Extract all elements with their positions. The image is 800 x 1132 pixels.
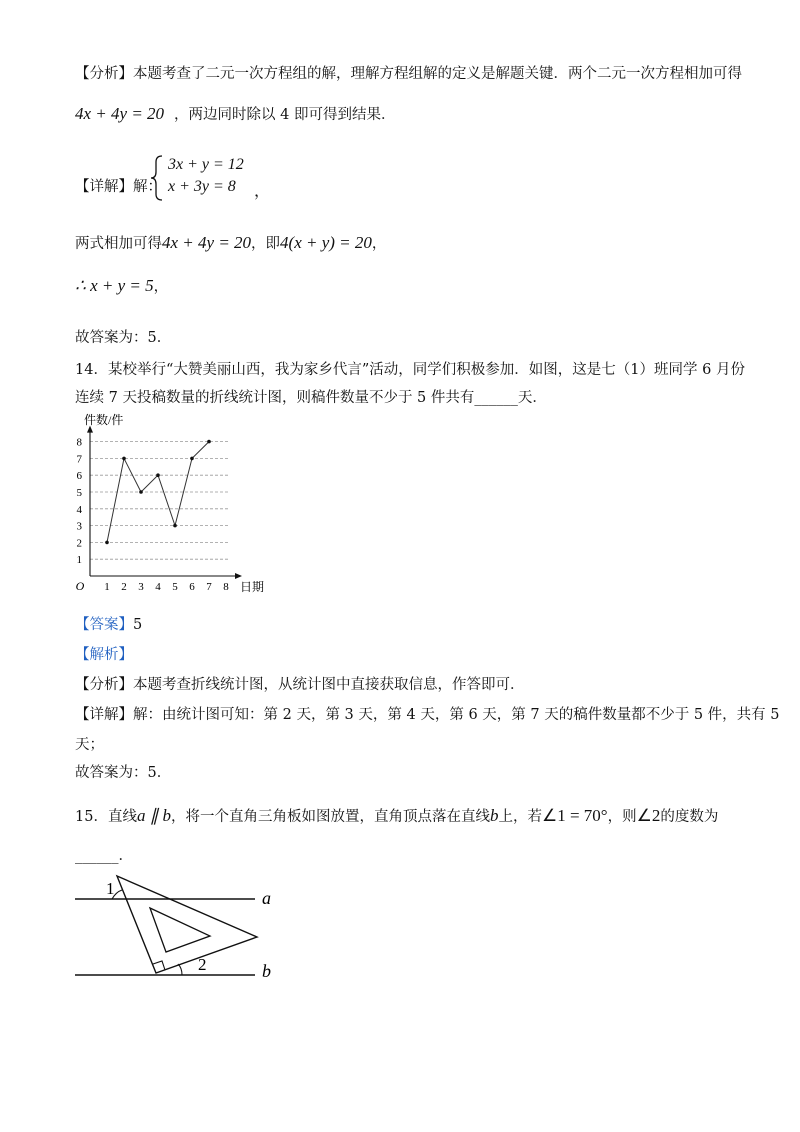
triangle-inner — [150, 908, 210, 952]
answer-tag: 【答案】 — [75, 617, 133, 633]
data-point — [122, 457, 126, 461]
x-tick-label: 2 — [121, 581, 127, 593]
q15-mid4: 的度数为 — [660, 809, 719, 825]
data-point — [190, 457, 194, 461]
q13-analysis-line — [75, 64, 742, 84]
parallel-expr: a ∥ b — [136, 806, 171, 825]
angle1-expr: ∠1 = 70° — [541, 806, 608, 825]
y-tick-label: 5 — [76, 487, 82, 499]
triangle-figure — [70, 868, 290, 983]
data-point — [156, 473, 160, 477]
q13-answer-line: 故答案为：5． — [75, 330, 172, 346]
data-point — [207, 440, 211, 444]
q13-sum-line — [75, 104, 396, 125]
y-tick-label: 7 — [76, 453, 82, 466]
data-point — [139, 490, 143, 494]
x-tick-label: 5 — [172, 581, 178, 593]
therefore-equation: ∴ x + y = 5 — [75, 276, 154, 295]
x-tick-label: 3 — [138, 581, 144, 593]
add-equation-1: 4x + 4y = 20 — [162, 233, 252, 252]
detail-tag: 【详解】 — [75, 707, 133, 723]
system-tail: ， — [254, 183, 271, 200]
label-angle-1: 1 — [106, 879, 115, 898]
equation-system — [150, 154, 270, 202]
q14-analysis-line — [75, 675, 525, 695]
analysis-tag: 【分析】 — [75, 66, 133, 82]
detail-lead: 解： — [133, 179, 162, 195]
label-angle-2: 2 — [198, 955, 207, 974]
add-equation-2: 4(x + y) = 20 — [280, 233, 372, 252]
detail-text: 解：由统计图可知：第 2 天，第 3 天，第 4 天，第 6 天，第 7 天的稿件数量都不少于 5 件，共有 5 — [133, 707, 780, 723]
x-tick-label: 1 — [104, 581, 110, 593]
answer-value: 5 — [133, 617, 143, 633]
y-tick-label: 1 — [76, 554, 82, 567]
q14-answer-line — [75, 615, 142, 635]
q14-jiexi-tag: 【解析】 — [75, 647, 133, 663]
q15-stem-line-1 — [75, 806, 718, 827]
y-tick-label: 4 — [76, 503, 82, 516]
x-tick-label: 8 — [223, 581, 229, 593]
q15-mid2: 上，若 — [498, 809, 542, 825]
analysis-text: 本题考查了二元一次方程组的解，理解方程组解的定义是解题关键．两个二元一次方程相加可得 — [133, 66, 742, 82]
analysis-text: 本题考查折线统计图，从统计图中直接获取信息，作答即可． — [133, 677, 525, 693]
left-brace-icon — [150, 154, 164, 202]
y-tick-label: 6 — [76, 470, 82, 483]
system-line-2: x + 3y = 8 — [168, 178, 236, 195]
q14-answer-final: 故答案为：5． — [75, 765, 172, 781]
q14-stem-line-1: 14．某校举行“大赞美丽山西，我为家乡代言”活动，同学们积极参加．如图，这是七（1）班同学 6 月份 — [75, 362, 745, 378]
detail-tag: 【详解】 — [75, 179, 133, 195]
triangle-figure-svg — [70, 868, 290, 983]
x-axis-label: 日期 — [240, 580, 265, 594]
y-tick-label: 2 — [76, 537, 82, 550]
add-lead: 两式相加可得 — [75, 236, 162, 252]
q15-mid1: ，将一个直角三角板如图放置，直角顶点落在直线 — [170, 809, 490, 825]
y-tick-label: 3 — [76, 520, 82, 533]
add-tail: ， — [371, 236, 387, 252]
q14-detail-line — [75, 705, 780, 725]
label-line-b: b — [262, 961, 271, 981]
label-line-a: a — [262, 888, 271, 908]
q14-stem-line-2: 连续 7 天投稿数量的折线统计图，则稿件数量不少于 5 件共有______天． — [75, 390, 547, 406]
origin-label: O — [75, 579, 85, 593]
triangle-outer — [117, 876, 257, 973]
q14-detail-line-2: 天； — [75, 737, 104, 753]
data-point — [173, 524, 177, 528]
x-axis-arrow-icon — [235, 573, 242, 579]
q15-num: 15．直线 — [75, 809, 137, 825]
q13-add-line — [75, 233, 386, 254]
q13-detail-lead — [75, 177, 162, 197]
add-mid: ，即 — [251, 236, 281, 252]
sum-followup: ，两边同时除以 4 即可得到结果． — [174, 107, 396, 123]
analysis-tag: 【分析】 — [75, 677, 133, 693]
line-chart — [68, 410, 268, 600]
y-tick-label: 8 — [76, 436, 82, 449]
line-chart-svg — [68, 410, 268, 600]
system-line-1: 3x + y = 12 — [168, 156, 244, 173]
sum-equation: 4x + 4y = 20 — [75, 104, 165, 123]
x-tick-label: 4 — [155, 581, 161, 593]
x-tick-label: 6 — [189, 581, 195, 593]
q15-mid3: ，则 — [607, 809, 637, 825]
therefore-tail: ， — [153, 279, 169, 295]
q15-blank-line: ______． — [75, 848, 133, 864]
angle2-symbol: ∠2 — [636, 806, 661, 825]
q13-therefore-line — [75, 276, 168, 297]
data-point — [105, 541, 109, 545]
line-b-symbol: b — [489, 806, 499, 825]
x-tick-label: 7 — [206, 581, 212, 593]
y-axis-label: 件数/件 — [84, 413, 124, 427]
